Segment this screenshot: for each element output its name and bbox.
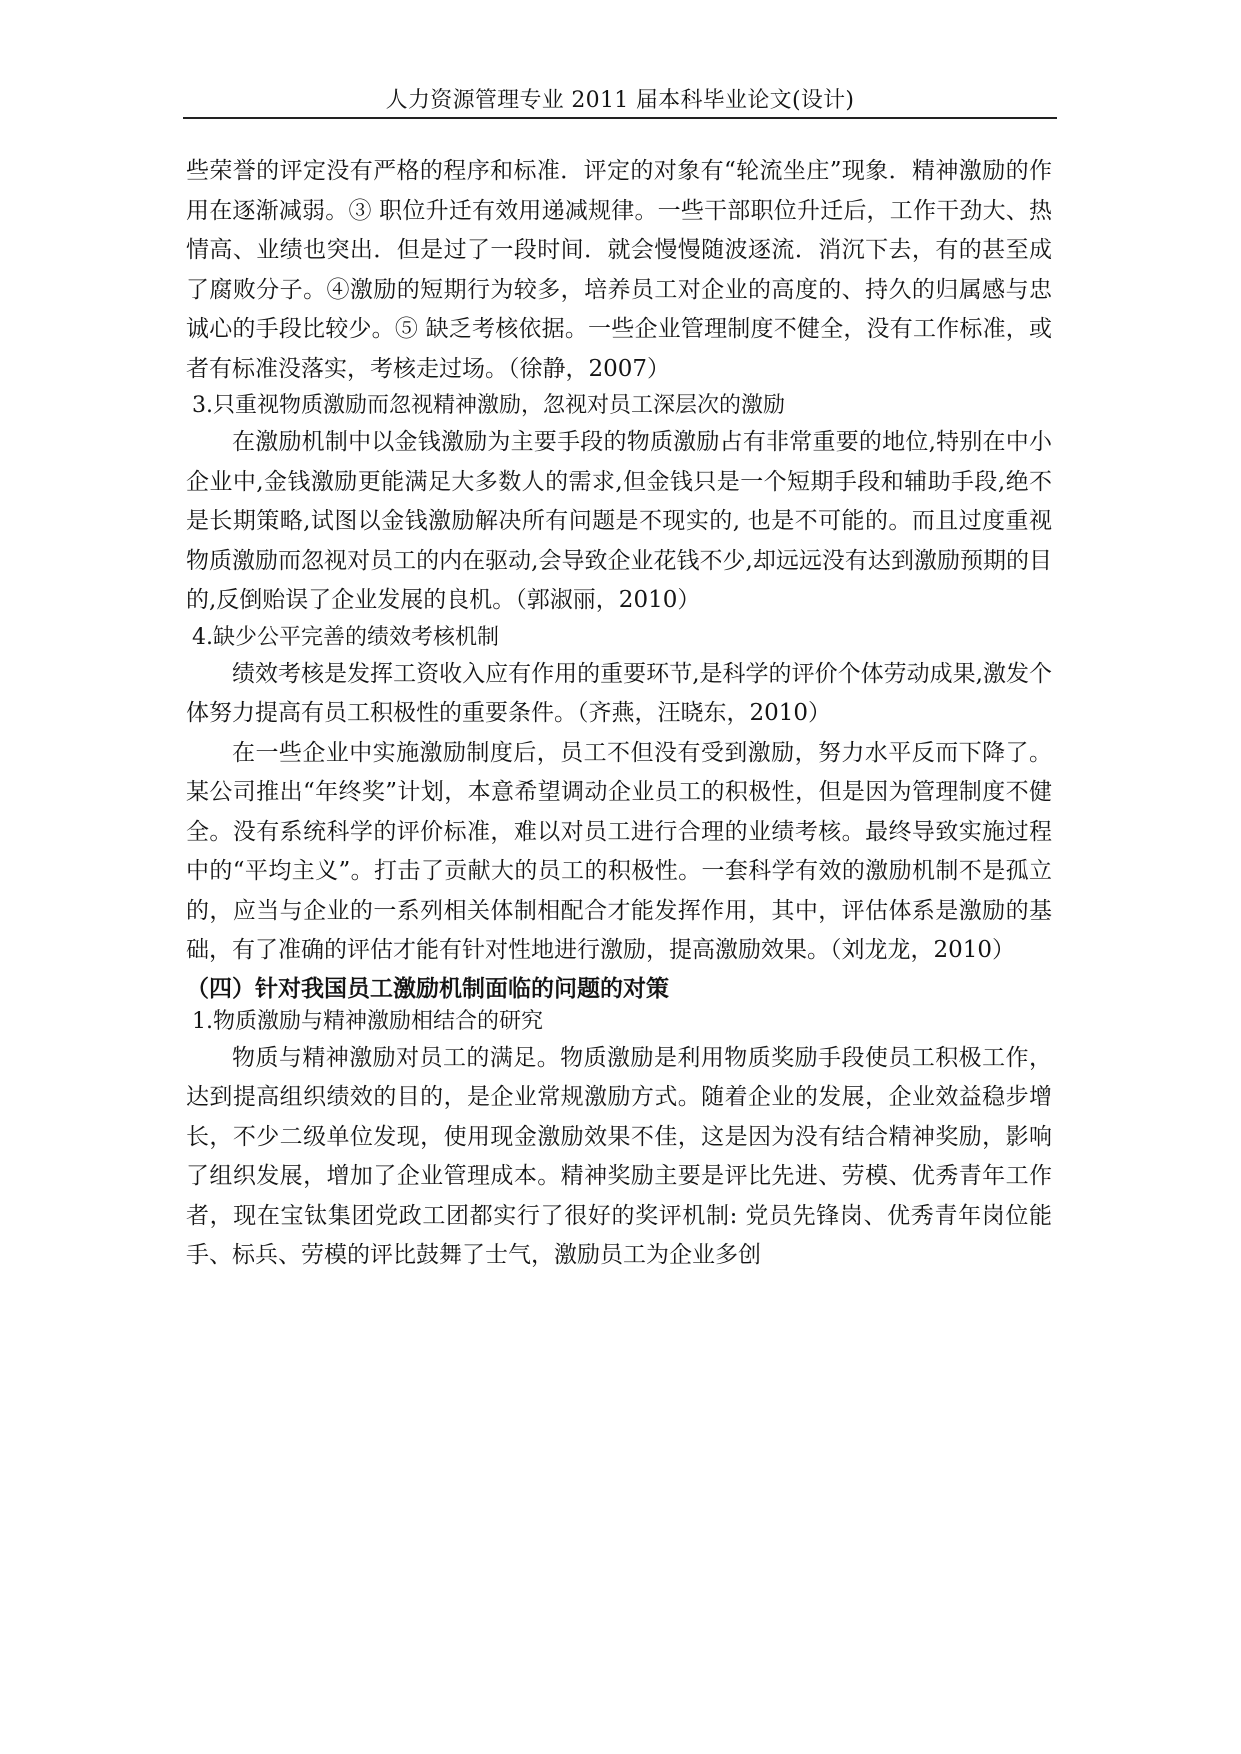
paragraph: 在激励机制中以金钱激励为主要手段的物质激励占有非常重要的地位,特别在中小企业中,金钱激励更能满足大多数人的需求,但金钱只是一个短期手段和辅助手段,绝不是长期策略,试图以金钱激励解决所有问题是不现实的, 也是不可能的。而且过度重视物质激励而忽视对员工的内在驱动,会导致企业花钱不少,却远远没有达到激励预期的目的,反倒贻误了企业发展的良机。（郭淑丽，2010） [186,429,1052,613]
header-rule [183,117,1057,119]
section-heading: （四）针对我国员工激励机制面临的问题的对策 [186,975,669,1002]
paragraph: 些荣誉的评定没有严格的程序和标准．评定的对象有“轮流坐庄”现象．精神激励的作用在逐渐减弱。③ 职位升迁有效用递减规律。一些干部职位升迁后，工作干劲大、热情高、业绩也突出．但是过了一段时间．就会慢慢随波逐流．消沉下去，有的甚至成了腐败分子。④激励的短期行为较多，培养员工对企业的高度的、持久的归属感与忠诚心的手段比较少。⑤ 缺乏考核依据。一些企业管理制度不健全，没有工作标准，或者有标准没落实，考核走过场。（徐静，2007） [186,158,1052,382]
paragraph: 在一些企业中实施激励制度后，员工不但没有受到激励，努力水平反而下降了。某公司推出“年终奖”计划，本意希望调动企业员工的积极性，但是因为管理制度不健全。没有系统科学的评价标准，难以对员工进行合理的业绩考核。最终导致实施过程中的“平均主义”。打击了贡献大的员工的积极性。一套科学有效的激励机制不是孤立的，应当与企业的一系列相关体制相配合才能发挥作用，其中，评估体系是激励的基础，有了准确的评估才能有针对性地进行激励，提高激励效果。（刘龙龙，2010） [186,739,1052,963]
paragraph: 绩效考核是发挥工资收入应有作用的重要环节,是科学的评价个体劳动成果,激发个体努力提高有员工积极性的重要条件。（齐燕，汪晓东，2010） [186,660,1052,726]
page-body [186,152,1052,1276]
subheading: 4.缺少公平完善的绩效考核机制 [192,624,499,650]
subheading: 1.物质激励与精神激励相结合的研究 [192,1008,543,1034]
paragraph: 物质与精神激励对员工的满足。物质激励是利用物质奖励手段使员工积极工作，达到提高组织绩效的目的，是企业常规激励方式。随着企业的发展，企业效益稳步增长，不少二级单位发现，使用现金激励效果不佳，这是因为没有结合精神奖励，影响了组织发展，增加了企业管理成本。精神奖励主要是评比先进、劳模、优秀青年工作者，现在宝钛集团党政工团都实行了很好的奖评机制: 党员先锋岗、优秀青年岗位能手、标兵、劳模的评比鼓舞了士气，激励员工为企业多创 [186,1044,1052,1268]
page-header: 人力资源管理专业 2011 届本科毕业论文(设计) [385,88,855,113]
subheading: 3.只重视物质激励而忽视精神激励，忽视对员工深层次的激励 [192,393,785,418]
